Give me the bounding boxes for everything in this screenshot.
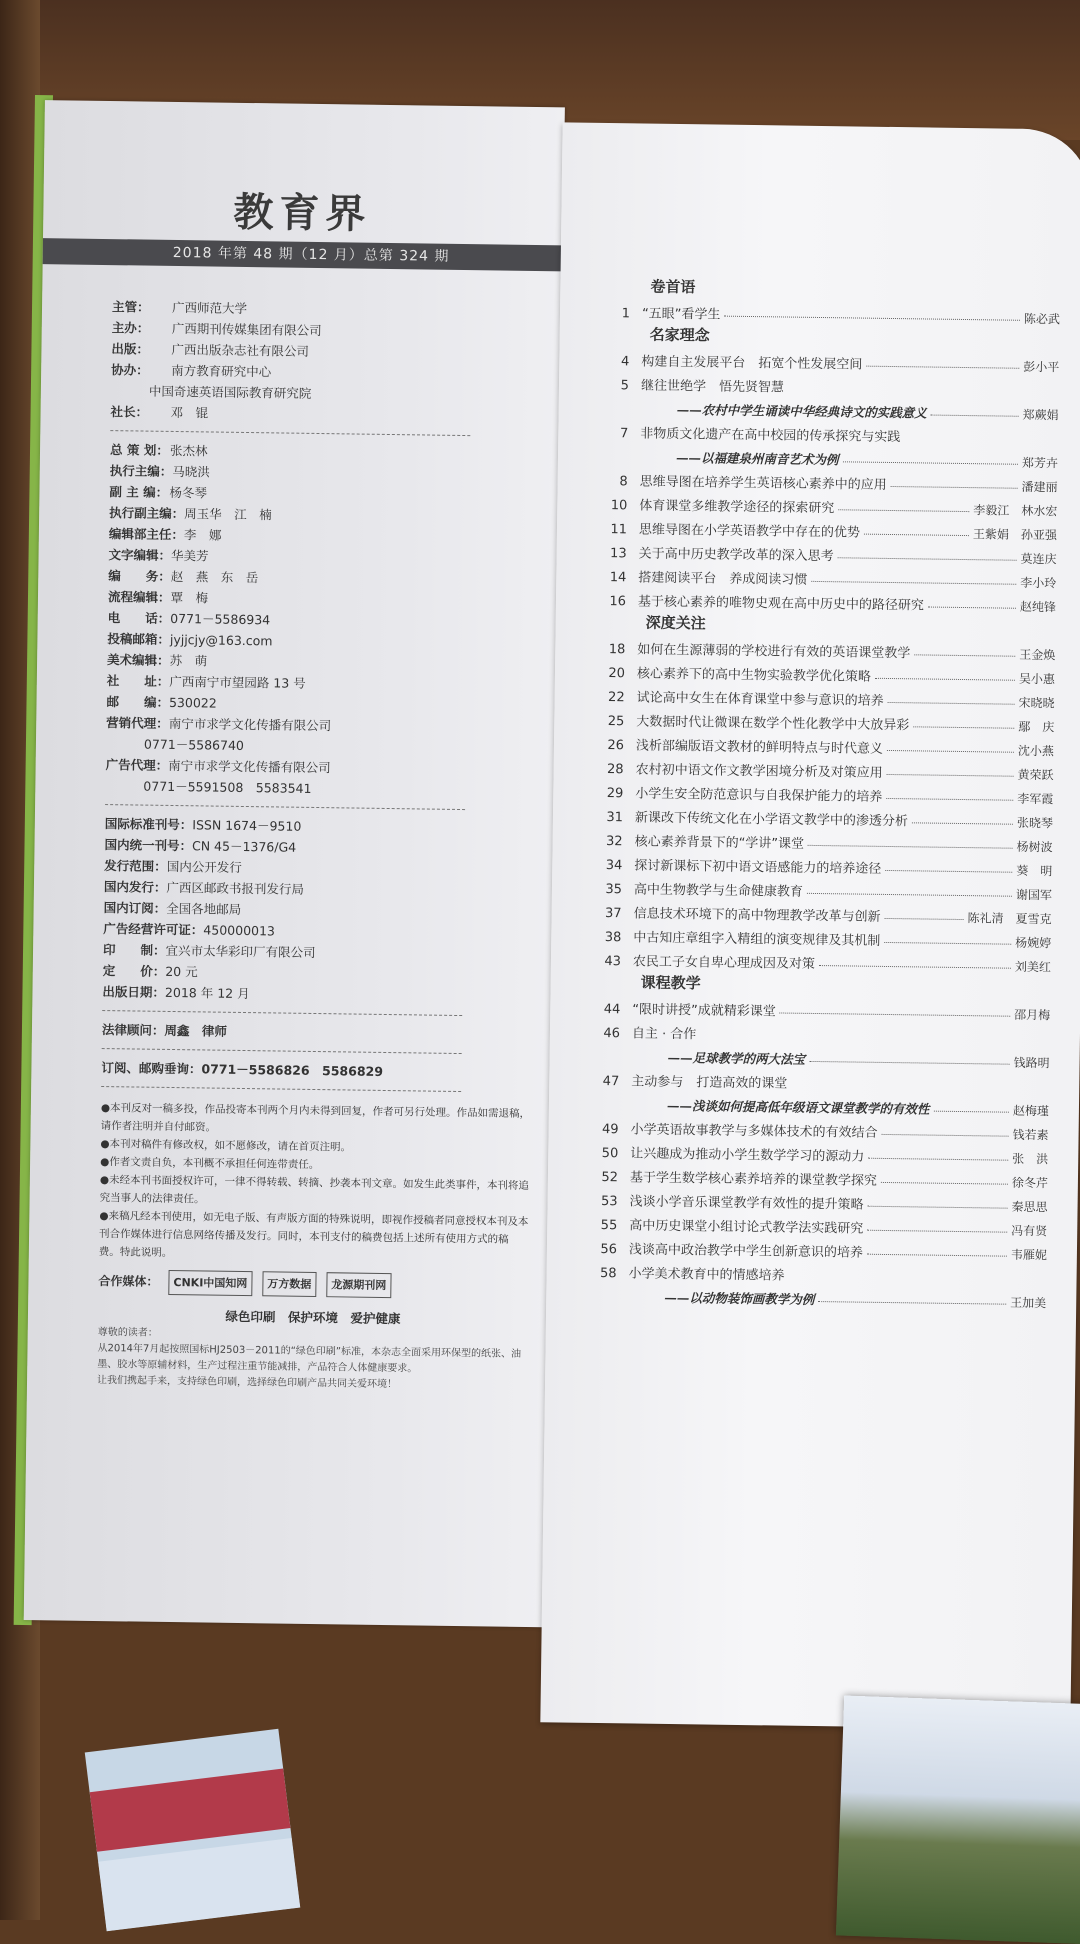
toc-article-title: 思维导图在培养学生英语核心素养中的应用: [639, 474, 887, 493]
toc-page-number: 52: [601, 1170, 619, 1186]
toc-subtitle: ——足球教学的两大法宝: [667, 1049, 806, 1067]
toc-article-title: 试论高中女生在体育课堂中参与意识的培养: [636, 690, 884, 709]
toc-article-title: 信息技术环境下的高中物理教学改革与创新: [633, 906, 881, 925]
toc-article-title: 基于核心素养的唯物史观在高中历史中的路径研究: [637, 594, 925, 614]
toc-leader: [891, 486, 1018, 489]
toc-page-number: 50: [601, 1146, 619, 1162]
toc-article-title: 基于学生数学核心素养培养的课堂教学探究: [629, 1170, 878, 1189]
toc-article-title: “五眼”看学生: [641, 306, 721, 323]
divider: [110, 430, 470, 436]
toc-author: 李毅江 林水宏: [973, 503, 1058, 519]
masthead-page: [24, 100, 565, 1627]
toc-page-number: 44: [603, 1002, 621, 1018]
toc-leader: [928, 607, 1016, 609]
masthead-value: 2018 年 12 月: [164, 984, 250, 1002]
toc-article-title: 农村初中语文作文教学困境分析及对策应用: [635, 762, 883, 781]
toc-article-title: 新课改下传统文化在小学语文教学中的渗透分析: [634, 810, 909, 830]
masthead-value: 广西师范大学: [171, 299, 248, 316]
divider: [102, 1010, 462, 1016]
masthead-value: 0771－5586740: [143, 736, 245, 753]
toc-leader: [867, 1230, 1007, 1233]
toc-leader: [912, 822, 1013, 824]
masthead-value: 0771－5586934: [170, 610, 271, 628]
toc-leader: [914, 654, 1015, 656]
magazine-title: 教育界: [233, 189, 372, 238]
toc-author: 杨树波: [1016, 839, 1053, 855]
toc-page-number: 18: [608, 642, 626, 658]
toc-section-title: 卷首语: [650, 277, 696, 297]
masthead-value: jyjjcjy@163.com: [169, 631, 273, 649]
toc-subtitle: ——农村中学生诵读中华经典诗文的实践意义: [676, 401, 927, 421]
toc-page-number: 8: [619, 474, 628, 490]
wanfang-logo: 万方数据: [262, 1271, 316, 1297]
toc-page-number: 32: [605, 834, 623, 850]
toc-article-title: 浅谈小学音乐课堂教学有效性的提升策略: [629, 1194, 864, 1213]
toc-subtitle: ——以福建泉州南音艺术为例: [675, 449, 839, 468]
toc-page-number: 13: [610, 546, 627, 562]
toc-article-title: 浅谈高中政治教学中学生创新意识的培养: [628, 1242, 864, 1261]
toc-page-number: 25: [607, 714, 625, 730]
masthead-label: 美术编辑：: [107, 652, 170, 668]
toc-author: 秦思思: [1011, 1199, 1048, 1215]
masthead-label: 国内订阅：: [103, 900, 167, 916]
masthead-value: 南宁市求学文化传播有限公司: [168, 715, 332, 734]
toc-article-title: 自主 · 合作: [631, 1026, 697, 1043]
masthead-label: 社长：: [110, 404, 149, 420]
masthead-value: 覃 梅: [170, 589, 209, 606]
divider: [101, 1086, 461, 1092]
masthead-value: CN 45－1376/G4: [191, 838, 297, 855]
toc-leader: [724, 316, 1019, 321]
toc-author: 刘美红: [1014, 959, 1052, 975]
toc-leader: [838, 557, 1017, 560]
masthead-value: 中国奇速英语国际教育研究院: [148, 383, 312, 401]
masthead-value: 杨冬琴: [169, 484, 208, 501]
toc-author: 李小玲: [1020, 575, 1057, 591]
toc-author: 宋晓晓: [1018, 695, 1055, 711]
masthead-label: 发行范围：: [104, 858, 167, 874]
notice-item: ●作者文责自负，本刊概不承担任何连带责任。: [100, 1156, 320, 1172]
toc-article-title: 构建自主发展平台 拓宽个性发展空间: [641, 354, 863, 373]
toc-article-title: 高中生物教学与生命健康教育: [633, 882, 804, 900]
masthead-value: 周玉华 江 楠: [184, 506, 272, 523]
toc-leader: [868, 1158, 1008, 1161]
masthead-label: 邮 编：: [106, 694, 170, 710]
toc-leader: [809, 1061, 1009, 1065]
toc-article-title: 高中历史课堂小组讨论式教学法实践研究: [629, 1218, 864, 1237]
green-print-note: [97, 1325, 528, 1395]
masthead-value: 全国各地邮局: [166, 900, 242, 917]
notice-item: ●来稿凡经本刊使用，如无电子版、有声版方面的特殊说明，即视作授稿者同意授权本刊及本刊合作媒体进行信息网络传播及发行。同时，本刊支付的稿费包括上述所有使用方式的稿费。特此说明。: [98, 1210, 529, 1260]
toc-author: 徐冬芹: [1011, 1175, 1049, 1191]
masthead-label: 出版：: [111, 341, 150, 357]
masthead-label: 副 主 编：: [109, 484, 169, 500]
masthead-label: 定 价：: [102, 963, 166, 979]
toc-leader: [868, 1206, 1008, 1209]
toc-leader: [887, 750, 1014, 753]
toc-section-title: 深度关注: [645, 613, 706, 633]
masthead-label: 印 制：: [102, 942, 166, 958]
toc-article-title: 让兴趣成为推动小学生数学学习的源动力: [630, 1146, 865, 1165]
toc-leader: [881, 1182, 1008, 1185]
toc-article-title: 中古知庄章组字入精组的演变规律及其机制: [633, 930, 881, 949]
background-poster: [85, 1729, 300, 1931]
contents-page: [540, 122, 1080, 1729]
masthead-label: 流程编辑：: [107, 589, 171, 605]
toc-leader: [886, 798, 1013, 801]
masthead-value: 国内公开发行: [166, 858, 242, 875]
toc-leader: [882, 1134, 1009, 1137]
toc-page-number: 46: [603, 1026, 621, 1042]
masthead-value: 宜兴市太华彩印厂有限公司: [165, 942, 316, 961]
green-note-line: 让我们携起手来，支持绿色印刷，选择绿色印刷产品共同关爱环境！: [96, 1374, 398, 1391]
toc-author: 沈小燕: [1017, 743, 1055, 759]
toc-leader: [819, 965, 1011, 969]
toc-leader: [875, 678, 1015, 681]
toc-author: 李军霞: [1017, 791, 1054, 807]
green-note-line: 尊敬的读者：: [97, 1326, 158, 1339]
masthead-value: 广西区邮政书报刊发行局: [166, 879, 305, 897]
subscription-contact: 订阅、邮购垂询： 0771－5586826 5586829: [101, 1060, 384, 1079]
toc-author: 冯有贤: [1011, 1223, 1048, 1239]
toc-page-number: 5: [620, 378, 630, 394]
toc-author: 王金焕: [1019, 647, 1056, 663]
toc-author: 王加美: [1010, 1295, 1047, 1311]
divider: [102, 1048, 462, 1054]
masthead-value: 广西出版杂志社有限公司: [171, 341, 310, 359]
divider: [105, 804, 465, 810]
toc-article-title: 核心素养下的高中生物实验教学优化策略: [636, 666, 872, 685]
toc-article-title: 农民工子女自卑心理成因及对策: [632, 954, 816, 972]
toc-page-number: 35: [605, 882, 623, 898]
toc-page-number: 56: [600, 1242, 618, 1258]
masthead-value: 450000013: [203, 922, 276, 939]
table-of-contents: [546, 272, 1060, 1311]
toc-page-number: 28: [606, 762, 624, 778]
toc-page-number: 20: [608, 666, 626, 682]
toc-author: 钱若素: [1012, 1127, 1049, 1143]
masthead-label: 协办：: [111, 362, 149, 378]
toc-article-title: “限时讲授”成就精彩课堂: [632, 1002, 776, 1020]
toc-author: 吴小惠: [1018, 671, 1056, 687]
toc-author: 莫连庆: [1020, 551, 1057, 567]
toc-author: 杨婉婷: [1015, 935, 1052, 951]
toc-page-number: 7: [619, 426, 629, 442]
toc-page-number: 58: [599, 1266, 617, 1282]
toc-subtitle: ——浅谈如何提高低年级语文课堂教学的有效性: [666, 1097, 930, 1117]
masthead-label: 文字编辑：: [108, 547, 172, 563]
toc-article-title: 探讨新课标下初中语文语感能力的培养途径: [634, 858, 882, 877]
masthead-label: 国内统一刊号：: [104, 837, 193, 854]
toc-page-number: 34: [605, 858, 623, 874]
masthead-label: 主管：: [111, 299, 150, 315]
masthead: [97, 296, 542, 1395]
notice-item: ●本刊反对一稿多投，作品投寄本刊两个月内未得到回复，作者可另行处理。作品如需退稿，请作者注明并自付邮资。: [100, 1102, 531, 1134]
masthead-label: 编 务：: [108, 568, 171, 584]
toc-section-title: 名家理念: [649, 325, 710, 345]
toc-page-number: 1: [621, 306, 631, 322]
toc-author: 鄢 庆: [1018, 719, 1055, 735]
masthead-label: 总 策 划：: [109, 442, 169, 458]
toc-leader: [818, 1301, 1006, 1305]
partner-media: 合作媒体： CNKI中国知网 万方数据 龙源期刊网: [98, 1269, 528, 1300]
toc-article-title: 非物质文化遗产在高中校园的传承探究与实践: [640, 426, 901, 446]
toc-article-title: 继往世绝学 悟先贤智慧: [640, 378, 785, 396]
masthead-value: 华美芳: [170, 547, 209, 564]
masthead-value: 赵 燕 东 岳: [170, 568, 259, 586]
background-photo: [836, 1696, 1080, 1944]
toc-page-number: 38: [604, 930, 622, 946]
toc-author: 黄荣跃: [1017, 767, 1054, 783]
masthead-label: 主办：: [111, 320, 150, 336]
magazine-spread: [12, 95, 1065, 1739]
toc-article-title: 关于高中历史教学改革的深入思考: [638, 546, 834, 565]
toc-leader: [885, 918, 964, 920]
toc-leader: [913, 726, 1014, 728]
toc-page-number: 4: [620, 354, 630, 370]
toc-leader: [866, 366, 1019, 369]
toc-leader: [887, 774, 1014, 777]
masthead-label: 社 址：: [106, 673, 170, 689]
masthead-label: 国内发行：: [103, 879, 167, 895]
masthead-label: 国际标准刊号：: [104, 816, 193, 833]
masthead-label: 出版日期：: [102, 984, 166, 1000]
masthead-value: ISSN 1674－9510: [192, 817, 302, 834]
toc-author: 郑芳卉: [1021, 455, 1059, 471]
toc-author: 陈礼清 夏雪克: [967, 911, 1052, 927]
toc-article-title: 小学美术教育中的情感培养: [628, 1266, 785, 1284]
toc-leader: [838, 509, 969, 512]
toc-author: 彭小平: [1023, 359, 1060, 375]
toc-page-number: 47: [602, 1074, 620, 1090]
toc-author: 钱路明: [1013, 1055, 1050, 1071]
toc-author: 赵梅瑾: [1012, 1103, 1050, 1119]
toc-leader: [811, 581, 1016, 585]
masthead-value: 20 元: [165, 963, 198, 980]
toc-page-number: 11: [610, 522, 628, 538]
toc-author: 葵 明: [1016, 863, 1053, 879]
submission-notice: [99, 1099, 531, 1267]
toc-leader: [933, 1111, 1008, 1113]
notice-item: ●未经本刊书面授权许可，一律不得转载、转摘、抄袭本刊文章。如发生此类事件，本刊将追究当事人的法律责任。: [99, 1174, 530, 1206]
toc-leader: [864, 534, 969, 536]
toc-page-number: 49: [601, 1122, 619, 1138]
editorial-staff: [105, 439, 540, 802]
masthead-value: 马晓洪: [172, 463, 210, 480]
toc-article-title: 核心素养背景下的“学讲”课堂: [634, 834, 805, 852]
toc-author: 郑蕨娟: [1022, 407, 1059, 423]
publisher-info: [110, 296, 542, 428]
toc-article-title: 小学英语故事教学与多媒体技术的有效结合: [630, 1122, 878, 1141]
masthead-label: 投稿邮箱：: [107, 631, 171, 647]
toc-article-title: 大数据时代让微课在数学个性化教学中大放异彩: [636, 714, 910, 734]
toc-leader: [780, 1012, 1010, 1016]
masthead-label: 电 话：: [107, 610, 171, 626]
publication-info: [102, 813, 535, 1008]
masthead-value: 南宁市求学文化传播有限公司: [168, 757, 331, 776]
toc-leader: [808, 845, 1012, 849]
toc-article-title: 体育课堂多维教学途径的探索研究: [639, 498, 835, 517]
toc-page-number: 37: [604, 906, 622, 922]
toc-page-number: 53: [600, 1194, 618, 1210]
notice-item: ●本刊对稿件有修改权，如不愿修改，请在首页注明。: [100, 1138, 352, 1154]
toc-author: 王紫娟 孙亚强: [972, 527, 1058, 543]
green-note-line: 从2014年7月起按照国标HJ2503－2011的“绿色印刷”标准，本杂志全面采用环保型的纸张、油墨、胶水等原辅材料，生产过程注重节能减排，产品符合人体健康要求。: [97, 1342, 522, 1375]
masthead-value: 0771－5591508 5583541: [143, 778, 312, 796]
toc-leader: [884, 942, 1011, 945]
toc-leader: [885, 870, 1012, 873]
cnki-logo: CNKI中国知网: [168, 1270, 252, 1296]
masthead-label: 执行副主编：: [109, 505, 185, 522]
toc-leader: [842, 461, 1017, 464]
toc-page-number: 16: [609, 594, 627, 610]
toc-article-title: 主动参与 打造高效的课堂: [631, 1074, 788, 1092]
masthead-value: 广西南宁市望园路 13 号: [169, 673, 306, 691]
masthead-value: 广西期刊传媒集团有限公司: [171, 320, 322, 339]
toc-section-title: 课程教学: [640, 973, 701, 993]
toc-article-title: 思维导图在小学英语教学中存在的优势: [638, 522, 861, 541]
toc-article-title: 小学生安全防范意识与自我保护能力的培养: [635, 786, 883, 805]
toc-author: 谢国军: [1015, 887, 1053, 903]
green-print-slogan: 绿色印刷 保护环境 爱护健康: [225, 1308, 401, 1327]
toc-article-title: 如何在生源薄弱的学校进行有效的英语课堂教学: [637, 642, 911, 662]
toc-page-number: 29: [606, 786, 624, 802]
masthead-value: 张杰林: [169, 442, 208, 459]
toc-subtitle: ——以动物装饰画教学为例: [664, 1289, 815, 1307]
masthead-label: 广告代理：: [105, 757, 169, 773]
toc-leader: [888, 702, 1015, 705]
masthead-value: 李 娜: [183, 527, 222, 543]
masthead-value: 苏 萌: [169, 652, 208, 669]
masthead-value: 邓 锟: [170, 404, 209, 421]
toc-author: 陈必武: [1023, 311, 1061, 327]
masthead-value: 530022: [168, 694, 217, 711]
toc-author: 邵月梅: [1014, 1007, 1051, 1023]
legal-counsel: 法律顾问： 周鑫 律师: [101, 1022, 228, 1039]
toc-page-number: 10: [610, 498, 628, 514]
toc-article-title: 浅析部编版语文教材的鲜明特点与时代意义: [635, 738, 884, 757]
toc-author: 张 洪: [1012, 1151, 1049, 1167]
masthead-label: 执行主编：: [109, 463, 173, 479]
toc-leader: [867, 1254, 1007, 1257]
toc-author: 潘建丽: [1021, 479, 1058, 495]
issue-info: 2018 年第 48 期（12 月）总第 324 期: [172, 244, 450, 265]
masthead-label: 营销代理：: [106, 715, 169, 731]
toc-author: 赵纯锋: [1019, 599, 1057, 615]
toc-author: 韦雁妮: [1010, 1247, 1047, 1263]
longyuan-logo: 龙源期刊网: [326, 1272, 391, 1298]
toc-author: 张晓琴: [1016, 815, 1054, 831]
toc-leader: [807, 893, 1012, 897]
toc-page-number: 43: [604, 954, 622, 970]
toc-page-number: 55: [600, 1218, 618, 1234]
toc-page-number: 26: [607, 738, 625, 754]
toc-leader: [931, 415, 1019, 417]
masthead-label: 广告经营许可证：: [103, 921, 204, 938]
toc-page-number: 14: [609, 570, 627, 586]
masthead-value: 南方教育研究中心: [171, 362, 272, 380]
toc-page-number: 31: [606, 810, 624, 826]
toc-article-title: 搭建阅读平台 养成阅读习惯: [638, 570, 808, 588]
toc-page-number: 22: [607, 690, 625, 706]
masthead-label: 编辑部主任：: [108, 526, 184, 543]
